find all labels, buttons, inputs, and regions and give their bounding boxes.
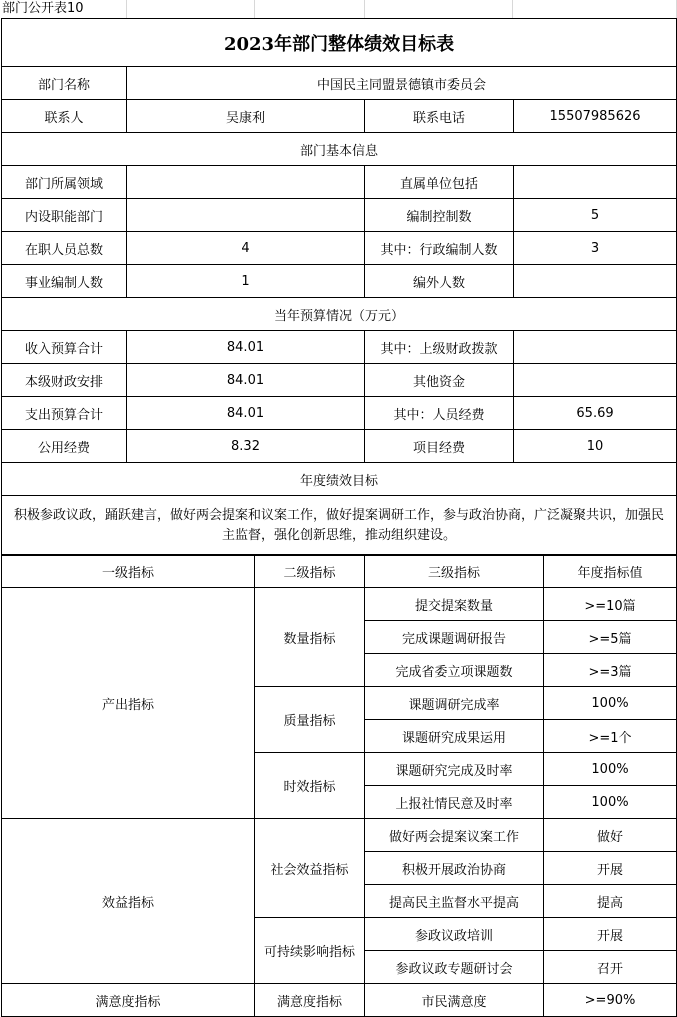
extra-label: 编外人数	[365, 265, 514, 298]
annual-goal-header: 年度绩效目标	[2, 463, 677, 496]
indicator-value: 做好	[544, 819, 677, 852]
staff-total-label: 在职人员总数	[2, 232, 127, 265]
public-label: 公用经费	[2, 430, 127, 463]
social-benefit-indicator: 社会效益指标	[255, 819, 365, 918]
quota-value: 5	[514, 199, 677, 232]
superior-label: 其中：上级财政拨款	[365, 331, 514, 364]
indicator-value: 开展	[544, 918, 677, 951]
indicator-name: 课题研究成果运用	[365, 720, 544, 753]
indicator-name: 完成课题调研报告	[365, 621, 544, 654]
indicator-value: 开展	[544, 852, 677, 885]
indicator-name: 课题调研完成率	[365, 687, 544, 720]
header-level2: 二级指标	[255, 555, 365, 588]
contact-label: 联系人	[2, 100, 127, 133]
timeliness-indicator: 时效指标	[255, 753, 365, 819]
dept-name-value: 中国民主同盟景德镇市委员会	[127, 67, 677, 100]
satisfaction-indicator: 满意度指标	[2, 984, 255, 1017]
indicator-name: 市民满意度	[365, 984, 544, 1017]
admin-quota-value: 3	[514, 232, 677, 265]
quality-indicator: 质量指标	[255, 687, 365, 753]
indicator-name: 完成省委立项课题数	[365, 654, 544, 687]
indicator-value: 100%	[544, 753, 677, 786]
staff-total-value: 4	[127, 232, 365, 265]
project-label: 项目经费	[365, 430, 514, 463]
dept-name-label: 部门名称	[2, 67, 127, 100]
quantity-indicator: 数量指标	[255, 588, 365, 687]
income-total-value: 84.01	[127, 331, 365, 364]
field-value	[127, 166, 365, 199]
indicator-name: 参政议政培训	[365, 918, 544, 951]
expense-total-value: 84.01	[127, 397, 365, 430]
output-indicator: 产出指标	[2, 588, 255, 819]
expense-total-label: 支出预算合计	[2, 397, 127, 430]
career-quota-value: 1	[127, 265, 365, 298]
extra-value	[514, 265, 677, 298]
contact-value: 吴康利	[127, 100, 365, 133]
department-info-table	[1, 18, 677, 556]
benefit-indicator: 效益指标	[2, 819, 255, 984]
indicator-value: >=5篇	[544, 621, 677, 654]
indicator-name: 上报社情民意及时率	[365, 786, 544, 819]
subunit-value	[514, 166, 677, 199]
project-value: 10	[514, 430, 677, 463]
internal-dept-value	[127, 199, 365, 232]
public-value: 8.32	[127, 430, 365, 463]
sheet-label: 部门公开表10	[2, 1, 84, 16]
internal-dept-label: 内设职能部门	[2, 199, 127, 232]
admin-quota-label: 其中：行政编制人数	[365, 232, 514, 265]
field-label: 部门所属领域	[2, 166, 127, 199]
local-value: 84.01	[127, 364, 365, 397]
annual-goal-text: 积极参政议政，踊跃建言，做好两会提案和议案工作，做好提案调研工作，参与政治协商，广泛凝聚共识，加强民主监督，强化创新思维，推动组织建设。	[2, 496, 677, 556]
indicator-value: >=3篇	[544, 654, 677, 687]
career-quota-label: 事业编制人数	[2, 265, 127, 298]
income-total-label: 收入预算合计	[2, 331, 127, 364]
indicator-name: 提高民主监督水平提高	[365, 885, 544, 918]
indicator-value: 提高	[544, 885, 677, 918]
satisfaction-indicator-level2: 满意度指标	[255, 984, 365, 1017]
performance-indicator-table	[1, 554, 677, 1017]
subunit-label: 直属单位包括	[365, 166, 514, 199]
other-value	[514, 364, 677, 397]
indicator-value: 100%	[544, 687, 677, 720]
personnel-value: 65.69	[514, 397, 677, 430]
indicator-value: 召开	[544, 951, 677, 984]
indicator-value: >=90%	[544, 984, 677, 1017]
indicator-name: 积极开展政治协商	[365, 852, 544, 885]
indicator-value: >=10篇	[544, 588, 677, 621]
indicator-name: 课题研究完成及时率	[365, 753, 544, 786]
quota-label: 编制控制数	[365, 199, 514, 232]
sheet-grid-header	[0, 0, 677, 18]
budget-header: 当年预算情况（万元）	[2, 298, 677, 331]
phone-label: 联系电话	[365, 100, 514, 133]
basic-info-header: 部门基本信息	[2, 133, 677, 166]
indicator-name: 做好两会提案议案工作	[365, 819, 544, 852]
indicator-name: 提交提案数量	[365, 588, 544, 621]
local-label: 本级财政安排	[2, 364, 127, 397]
page-title: 2023年部门整体绩效目标表	[2, 19, 677, 67]
indicator-name: 参政议政专题研讨会	[365, 951, 544, 984]
superior-value	[514, 331, 677, 364]
phone-value: 15507985626	[514, 100, 677, 133]
indicator-value: 100%	[544, 786, 677, 819]
header-level3: 三级指标	[365, 555, 544, 588]
header-level1: 一级指标	[2, 555, 255, 588]
sustain-indicator: 可持续影响指标	[255, 918, 365, 984]
indicator-value: >=1个	[544, 720, 677, 753]
personnel-label: 其中：人员经费	[365, 397, 514, 430]
header-annual-value: 年度指标值	[544, 555, 677, 588]
other-label: 其他资金	[365, 364, 514, 397]
